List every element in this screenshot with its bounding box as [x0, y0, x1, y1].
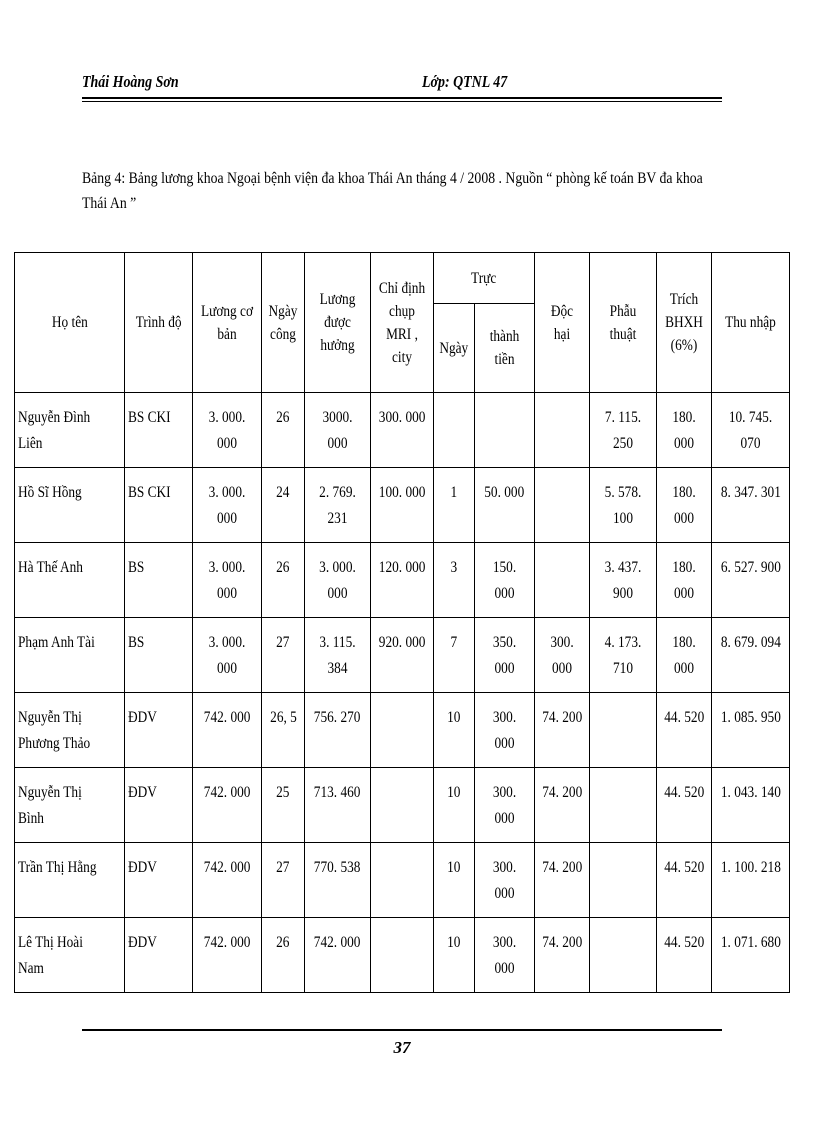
cell-social-insurance: 44. 520 — [657, 918, 712, 993]
cell-base-salary: 742. 000 — [193, 843, 262, 918]
cell-income: 10. 745. 070 — [712, 393, 790, 468]
cell-social-insurance: 44. 520 — [657, 843, 712, 918]
cell-earned-salary: 3. 000. 000 — [305, 543, 371, 618]
col-header-income: Thu nhập — [712, 253, 790, 393]
cell-workdays: 24 — [262, 468, 305, 543]
cell-duty-days — [434, 393, 475, 468]
cell-duty-amount: 50. 000 — [475, 468, 535, 543]
col-header-duty-amount: thành tiền — [475, 304, 535, 393]
cell-income: 1. 071. 680 — [712, 918, 790, 993]
cell-duty-days: 1 — [434, 468, 475, 543]
cell-name: Trần Thị Hằng — [15, 843, 125, 918]
cell-name: Nguyễn Thị Phương Thảo — [15, 693, 125, 768]
cell-surgery: 5. 578. 100 — [590, 468, 657, 543]
cell-duty-amount: 350. 000 — [475, 618, 535, 693]
cell-surgery — [590, 918, 657, 993]
salary-table — [14, 252, 790, 993]
cell-duty-days: 3 — [434, 543, 475, 618]
cell-income: 8. 347. 301 — [712, 468, 790, 543]
cell-earned-salary: 3. 115. 384 — [305, 618, 371, 693]
col-header-hazard: Độc hại — [535, 253, 590, 393]
cell-name: Lê Thị Hoài Nam — [15, 918, 125, 993]
col-header-social-insurance: Trích BHXH (6%) — [657, 253, 712, 393]
cell-duty-amount: 300. 000 — [475, 918, 535, 993]
cell-hazard: 74. 200 — [535, 768, 590, 843]
cell-income: 6. 527. 900 — [712, 543, 790, 618]
cell-base-salary: 3. 000. 000 — [193, 618, 262, 693]
cell-income: 1. 085. 950 — [712, 693, 790, 768]
cell-name: Phạm Anh Tài — [15, 618, 125, 693]
col-header-duty: Trực — [434, 253, 535, 304]
cell-duty-days: 7 — [434, 618, 475, 693]
cell-hazard — [535, 393, 590, 468]
cell-level: ĐDV — [125, 693, 193, 768]
footer-rule — [82, 1029, 722, 1031]
col-header-base-salary: Lương cơ bản — [193, 253, 262, 393]
cell-duty-days: 10 — [434, 918, 475, 993]
table-row — [15, 693, 790, 768]
col-header-name: Họ tên — [15, 253, 125, 393]
header-row — [15, 253, 790, 304]
cell-mri — [371, 693, 434, 768]
col-header-mri: Chỉ định chụp MRI , city — [371, 253, 434, 393]
cell-mri: 920. 000 — [371, 618, 434, 693]
cell-level: ĐDV — [125, 918, 193, 993]
table-row — [15, 393, 790, 468]
class-label: Lớp: QTNL 47 — [422, 72, 508, 91]
cell-surgery — [590, 693, 657, 768]
header-rule — [82, 97, 722, 99]
cell-surgery: 4. 173. 710 — [590, 618, 657, 693]
page-header — [82, 72, 722, 102]
cell-mri — [371, 918, 434, 993]
cell-name: Hà Thế Anh — [15, 543, 125, 618]
table-caption: Bảng 4: Bảng lương khoa Ngoại bệnh viện đa khoa Thái An tháng 4 / 2008 . Nguồn “ phòng kế toán BV đa khoa Thái An ” — [82, 170, 703, 212]
cell-base-salary: 742. 000 — [193, 768, 262, 843]
page-number: 37 — [393, 1038, 411, 1057]
cell-earned-salary: 742. 000 — [305, 918, 371, 993]
cell-duty-days: 10 — [434, 843, 475, 918]
table-row — [15, 918, 790, 993]
cell-base-salary: 3. 000. 000 — [193, 393, 262, 468]
table-row — [15, 468, 790, 543]
table-row — [15, 543, 790, 618]
cell-social-insurance: 180. 000 — [657, 468, 712, 543]
cell-hazard — [535, 468, 590, 543]
cell-name: Nguyễn Đình Liên — [15, 393, 125, 468]
cell-mri: 120. 000 — [371, 543, 434, 618]
cell-level: BS — [125, 543, 193, 618]
cell-base-salary: 3. 000. 000 — [193, 543, 262, 618]
cell-level: ĐDV — [125, 768, 193, 843]
cell-social-insurance: 180. 000 — [657, 543, 712, 618]
cell-surgery — [590, 843, 657, 918]
col-header-earned-salary: Lương được hưởng — [305, 253, 371, 393]
cell-duty-amount: 300. 000 — [475, 768, 535, 843]
cell-duty-amount: 300. 000 — [475, 843, 535, 918]
cell-workdays: 26 — [262, 543, 305, 618]
cell-hazard: 300. 000 — [535, 618, 590, 693]
cell-earned-salary: 3000. 000 — [305, 393, 371, 468]
cell-income: 8. 679. 094 — [712, 618, 790, 693]
cell-level: BS — [125, 618, 193, 693]
cell-workdays: 26, 5 — [262, 693, 305, 768]
cell-mri — [371, 843, 434, 918]
cell-income: 1. 100. 218 — [712, 843, 790, 918]
cell-base-salary: 3. 000. 000 — [193, 468, 262, 543]
cell-workdays: 27 — [262, 618, 305, 693]
cell-duty-amount — [475, 393, 535, 468]
cell-income: 1. 043. 140 — [712, 768, 790, 843]
cell-mri — [371, 768, 434, 843]
cell-mri: 300. 000 — [371, 393, 434, 468]
cell-social-insurance: 180. 000 — [657, 393, 712, 468]
table-row — [15, 768, 790, 843]
cell-hazard: 74. 200 — [535, 918, 590, 993]
cell-hazard: 74. 200 — [535, 843, 590, 918]
cell-surgery — [590, 768, 657, 843]
cell-surgery: 3. 437. 900 — [590, 543, 657, 618]
cell-level: BS CKI — [125, 468, 193, 543]
author-name: Thái Hoàng Sơn — [82, 72, 179, 91]
cell-level: BS CKI — [125, 393, 193, 468]
cell-hazard: 74. 200 — [535, 693, 590, 768]
col-header-duty-days: Ngày — [434, 304, 475, 393]
cell-earned-salary: 770. 538 — [305, 843, 371, 918]
cell-workdays: 27 — [262, 843, 305, 918]
cell-surgery: 7. 115. 250 — [590, 393, 657, 468]
header-rule-thin — [82, 101, 722, 102]
cell-social-insurance: 44. 520 — [657, 693, 712, 768]
cell-earned-salary: 756. 270 — [305, 693, 371, 768]
table-row — [15, 843, 790, 918]
cell-workdays: 26 — [262, 918, 305, 993]
cell-duty-days: 10 — [434, 768, 475, 843]
cell-hazard — [535, 543, 590, 618]
cell-name: Hồ Sĩ Hồng — [15, 468, 125, 543]
cell-name: Nguyễn Thị Bình — [15, 768, 125, 843]
col-header-surgery: Phẫu thuật — [590, 253, 657, 393]
cell-duty-amount: 150. 000 — [475, 543, 535, 618]
cell-social-insurance: 180. 000 — [657, 618, 712, 693]
cell-duty-days: 10 — [434, 693, 475, 768]
table-row — [15, 618, 790, 693]
cell-base-salary: 742. 000 — [193, 693, 262, 768]
cell-workdays: 25 — [262, 768, 305, 843]
cell-base-salary: 742. 000 — [193, 918, 262, 993]
col-header-workdays: Ngày công — [262, 253, 305, 393]
cell-social-insurance: 44. 520 — [657, 768, 712, 843]
cell-earned-salary: 713. 460 — [305, 768, 371, 843]
cell-duty-amount: 300. 000 — [475, 693, 535, 768]
cell-mri: 100. 000 — [371, 468, 434, 543]
cell-earned-salary: 2. 769. 231 — [305, 468, 371, 543]
cell-workdays: 26 — [262, 393, 305, 468]
cell-level: ĐDV — [125, 843, 193, 918]
col-header-level: Trình độ — [125, 253, 193, 393]
